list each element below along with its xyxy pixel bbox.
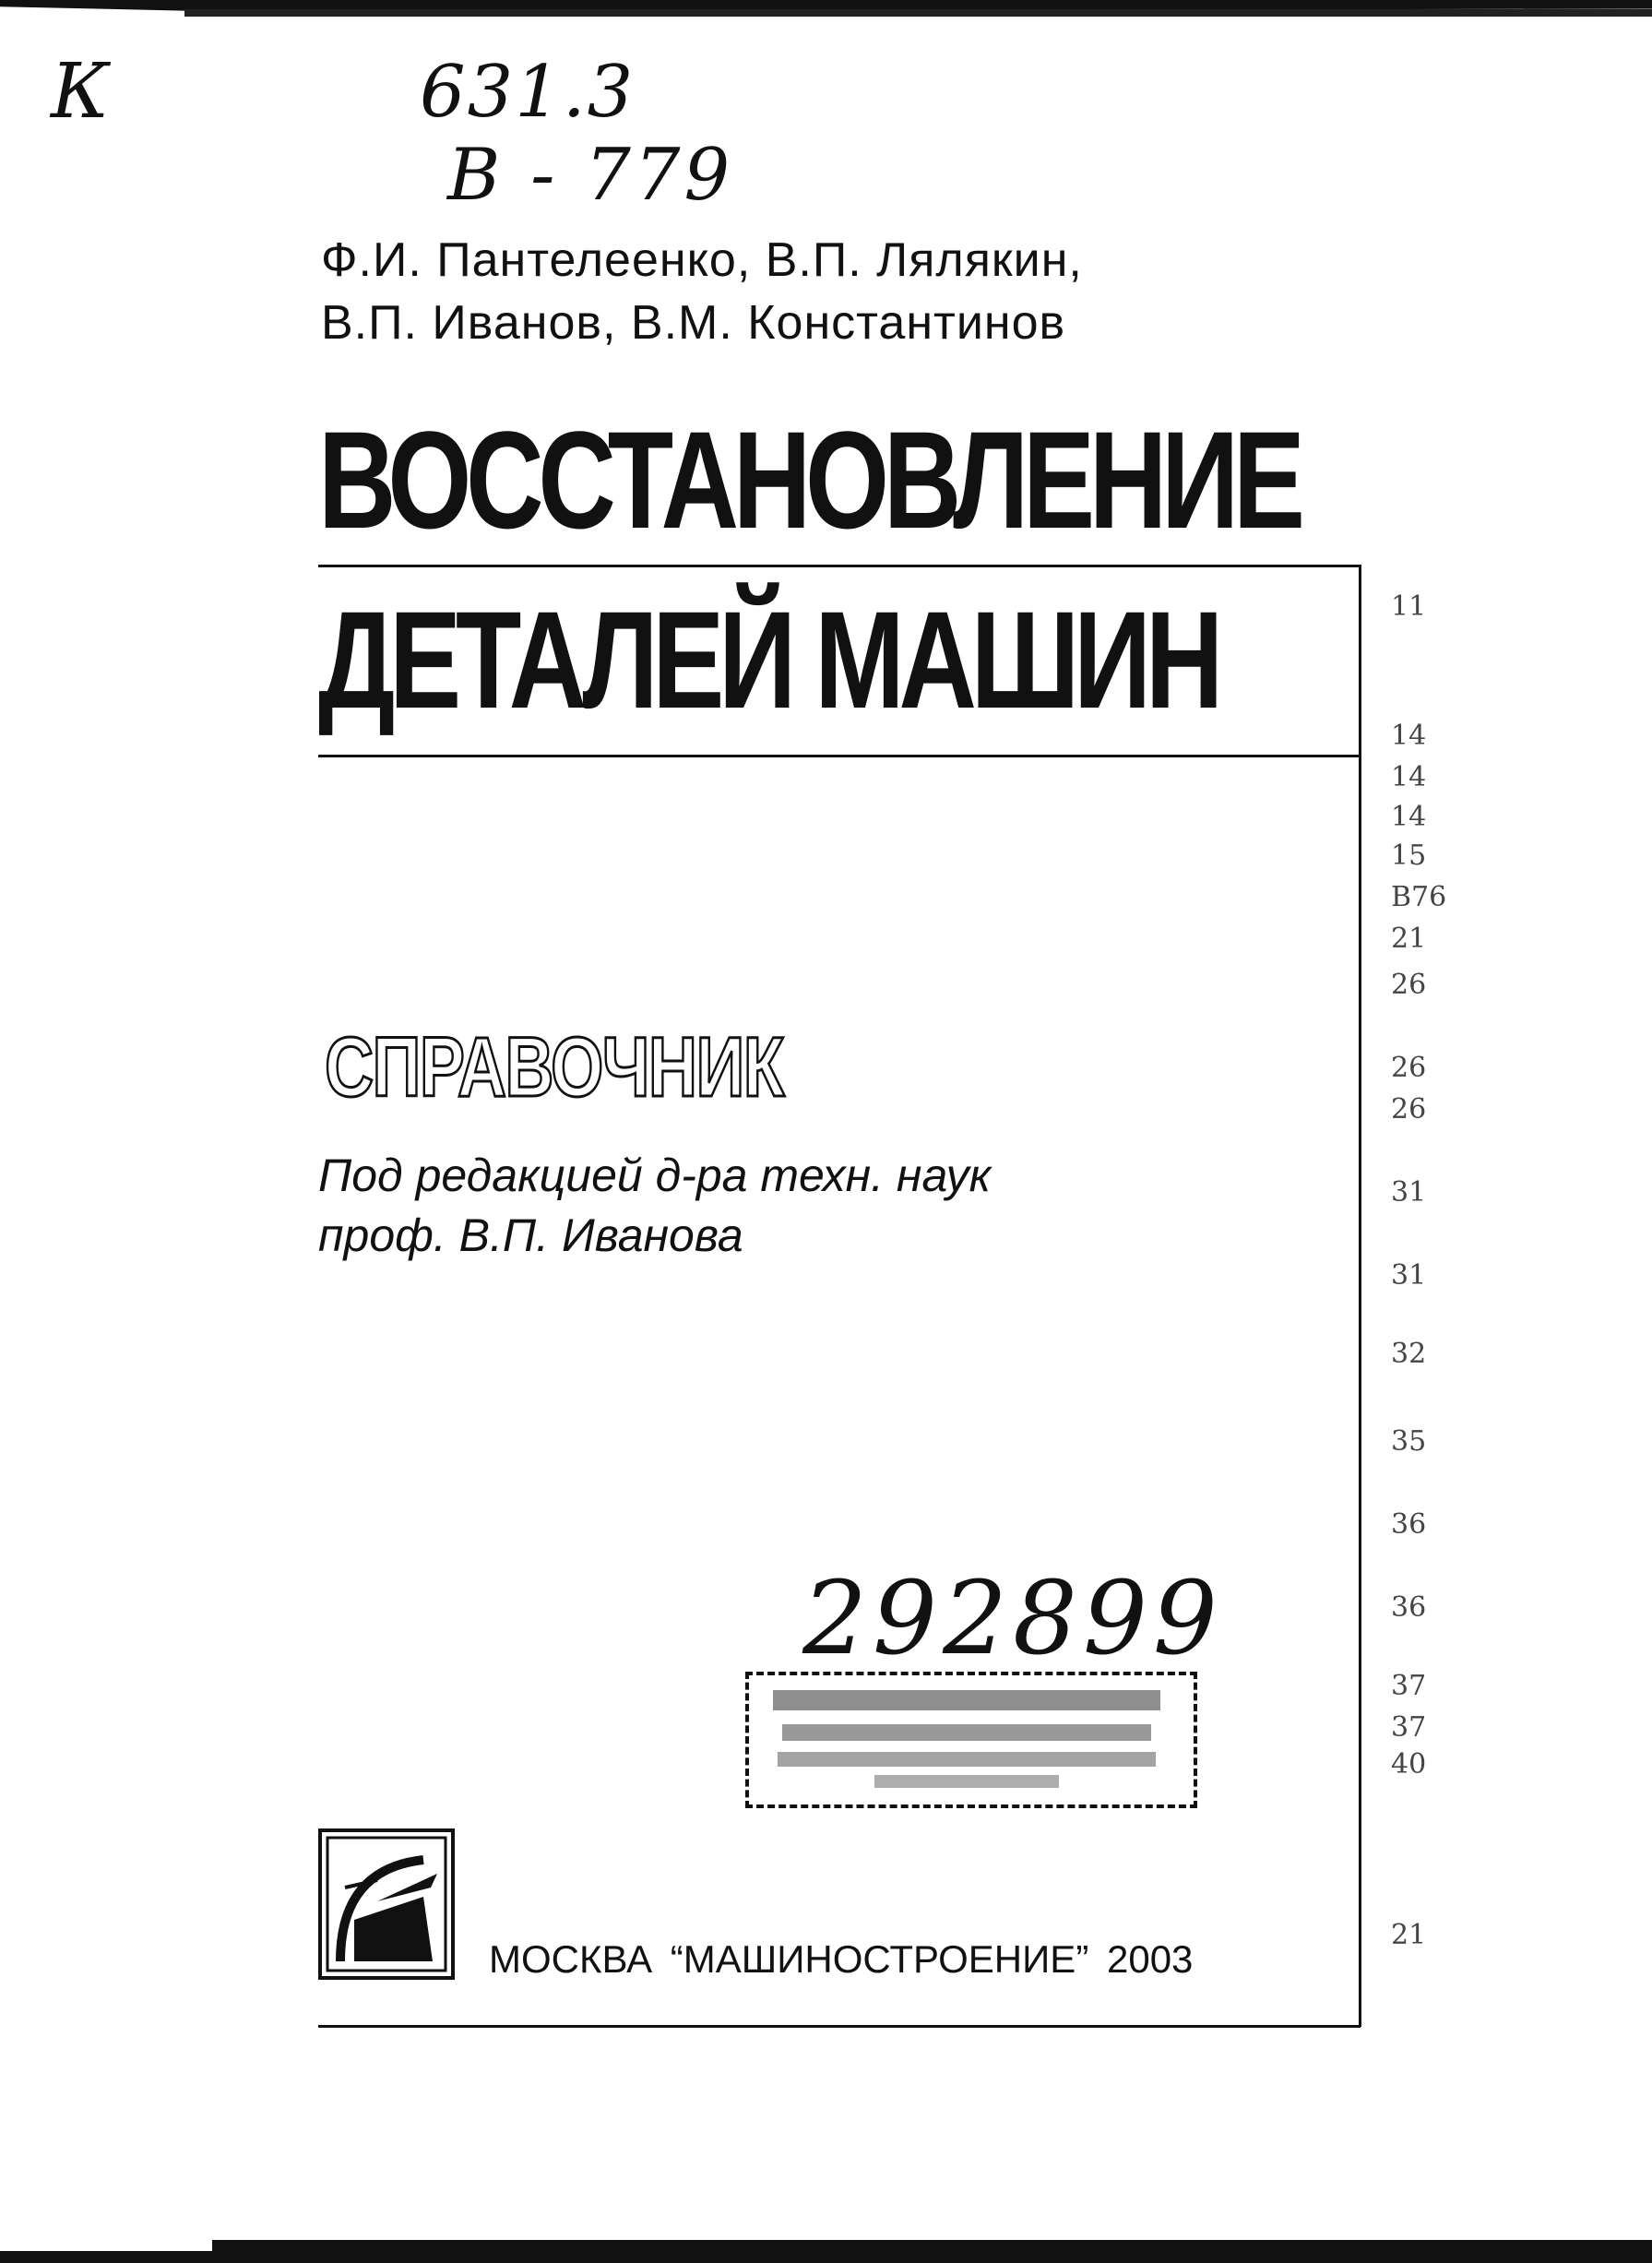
- authors-line-1: Ф.И. Пантелеенко, В.П. Лялякин,: [321, 233, 1083, 287]
- side-page-number: B76: [1391, 881, 1447, 913]
- side-page-number: 36: [1391, 1591, 1427, 1624]
- side-page-number: 14: [1391, 801, 1427, 833]
- side-page-number: 40: [1391, 1748, 1427, 1781]
- side-page-number: 36: [1391, 1508, 1427, 1541]
- publisher-logo: [318, 1828, 455, 1980]
- side-page-number: 26: [1391, 1093, 1427, 1126]
- side-page-number: 14: [1391, 720, 1427, 752]
- side-page-number: 37: [1391, 1670, 1427, 1702]
- title-line-2: ДЕТАЛЕЙ МАШИН: [318, 582, 1218, 737]
- side-page-number: 26: [1391, 969, 1427, 1001]
- frame-bottom-rule: [318, 2025, 1361, 2028]
- handwritten-inventory-number: 292899: [802, 1559, 1223, 1677]
- scan-edge-bottom: [0, 2251, 1652, 2263]
- library-stamp-smudge: [764, 1683, 1179, 1798]
- authors-line-2: В.П. Иванов, В.М. Константинов: [321, 296, 1066, 350]
- subtitle-outline: СПРАВОЧНИК: [325, 1020, 784, 1114]
- handwritten-mark: К: [51, 48, 110, 136]
- side-page-number: 31: [1391, 1176, 1427, 1209]
- title-frame-middle-rule: [318, 755, 1361, 757]
- library-stamp: [745, 1672, 1197, 1808]
- editor-line-2: проф. В.П. Иванова: [318, 1209, 743, 1261]
- side-page-number: 14: [1391, 761, 1427, 793]
- handwritten-classification-code: 631.3: [420, 51, 636, 134]
- editor-line-1: Под редакцией д-ра техн. наук: [318, 1149, 992, 1201]
- side-page-number: 21: [1391, 1919, 1427, 1951]
- side-page-number: 32: [1391, 1338, 1427, 1370]
- scan-edge-top-inner: [184, 9, 1652, 17]
- side-page-number: 26: [1391, 1052, 1427, 1084]
- handwritten-author-code: В - 779: [447, 134, 734, 217]
- title-line-1: ВОССТАНОВЛЕНИЕ: [318, 402, 1300, 557]
- side-page-number: 15: [1391, 840, 1427, 872]
- frame-right-rule: [1359, 565, 1361, 2027]
- side-page-number: 31: [1391, 1259, 1427, 1292]
- side-page-number: 11: [1391, 590, 1427, 623]
- side-page-number: 21: [1391, 923, 1427, 955]
- publisher-logo-graphic: [322, 1832, 451, 1976]
- side-page-number: 35: [1391, 1425, 1427, 1458]
- side-page-number: 37: [1391, 1711, 1427, 1744]
- publisher-footer: МОСКВА “МАШИНОСТРОЕНИЕ” 2003: [489, 1937, 1194, 1981]
- title-frame-top-rule: [318, 565, 1361, 567]
